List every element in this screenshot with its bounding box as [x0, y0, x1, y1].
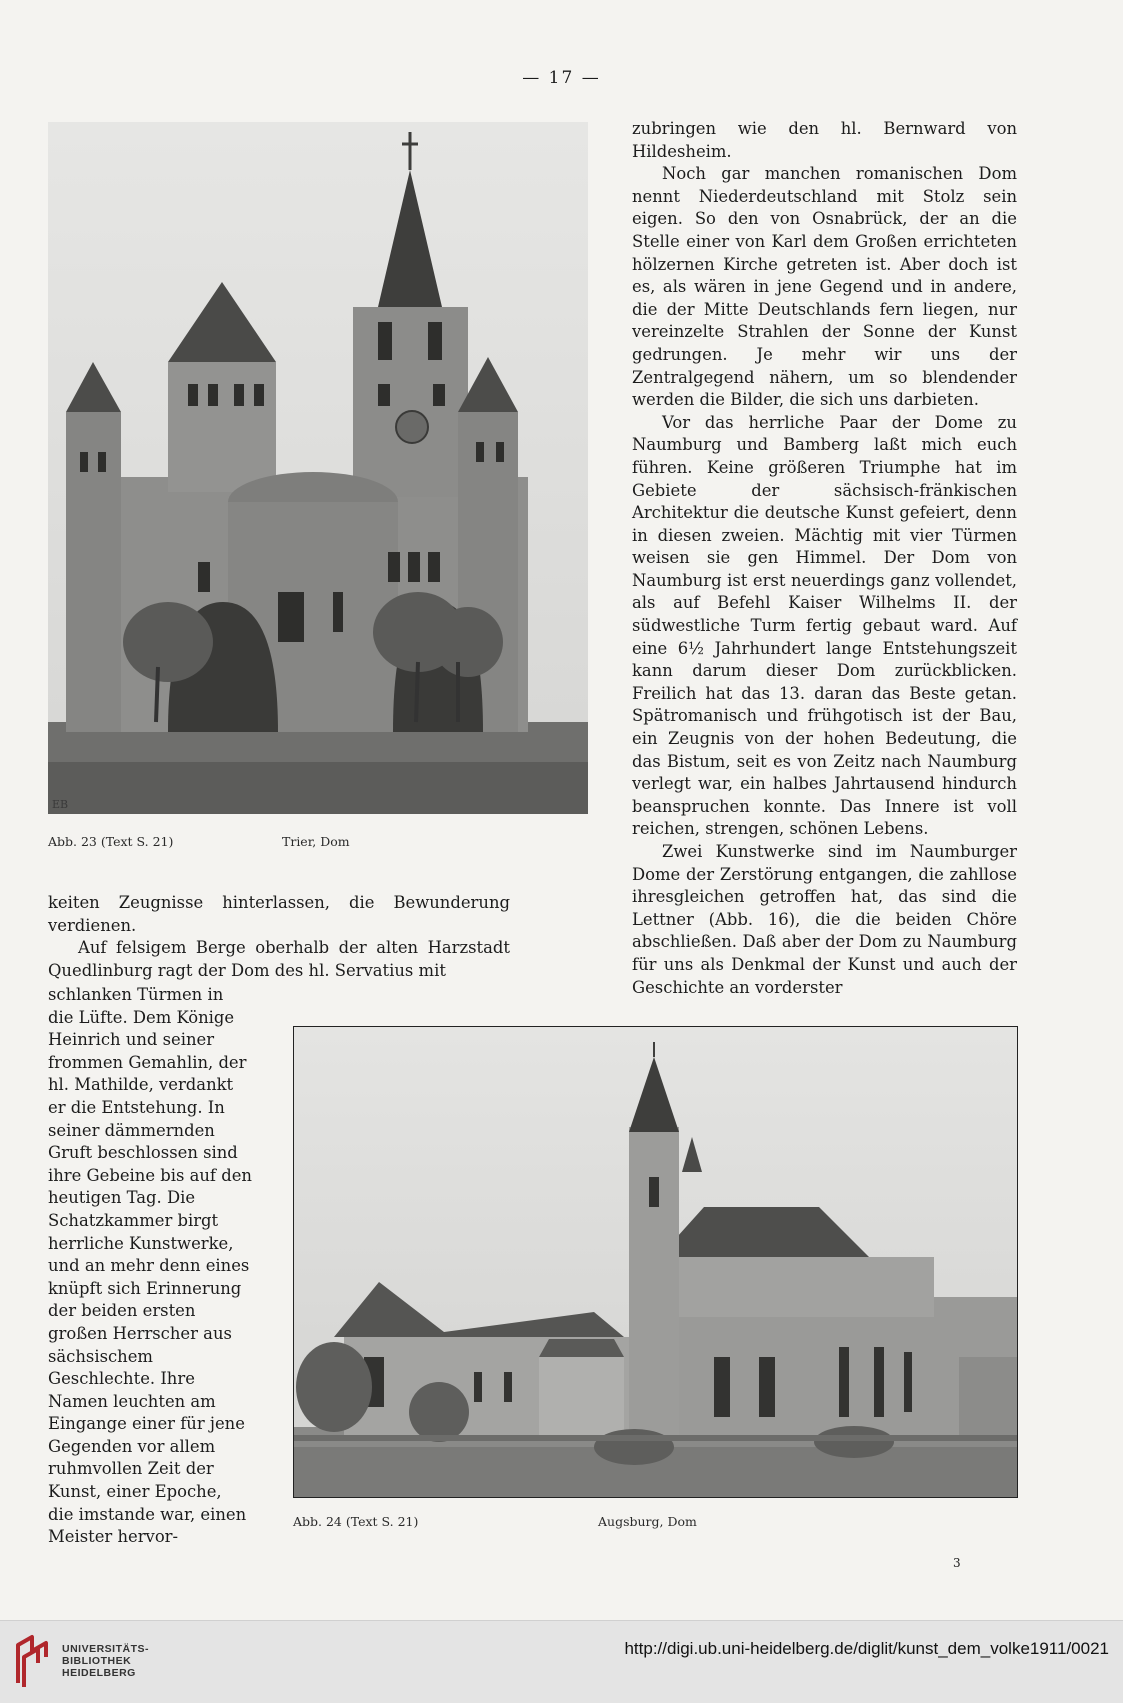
library-name-line: HEIDELBERG: [62, 1667, 136, 1679]
paragraph: Noch gar manchen romanischen Dom nennt Niederdeutschland mit Stolz sein eigen. So den von Osnabrück, der an die Stelle einer von Karl dem Großen errichteten hölzernen Kirche getreten ist. Aber doch ist es, als wären in jene Gegend und in andere, die der Mitte Deutschlands fern liegen, nur vereinzelte Strahlen der Sonne der Kunst gedrungen. Je mehr wir uns der Zentralgegend nähern, um so blendender werden die Bilder, die sich uns darbieten.: [632, 164, 1017, 410]
right-column-text: [632, 118, 1017, 997]
left-column-text: [48, 892, 510, 982]
figure-trier-cathedral: [48, 122, 588, 814]
library-logo-icon: [14, 1631, 54, 1691]
figure-23-title: Trier, Dom: [282, 834, 350, 849]
paragraph: Vor das herrliche Paar der Dome zu Naumburg und Bamberg laßt mich euch führen. Keine größeren Triumphe hat im Gebiete der sächsisch-fränkischen Architektur die deutsche Kunst gefeiert, denn in diesen zweien. Mächtig mit vier Türmen weisen sie gen Himmel. Der Dom von Naumburg ist erst neuerdings ganz vollendet, als auf Befehl Kaiser Wilhelms II. der südwestliche Turm fertig gebaut ward. Auf eine 6½ Jahrhundert lange Entstehungszeit kann darum dieser Dom zurückblicken. Freilich hat das 13. daran das Beste getan. Spätromanisch und frühgotisch ist der Bau, ein Zeugnis von der hohen Bedeutung, die das Bistum, seit es von Zeitz nach Naumburg verlegt war, ein halbes Jahrtausend hindurch beanspruchen konnte. Das Innere ist voll reichen, strengen, schönen Lebens.: [632, 412, 1017, 839]
library-name-line: UNIVERSITÄTS-: [62, 1643, 150, 1655]
paragraph: zubringen wie den hl. Bernward von Hildesheim.: [632, 119, 1017, 161]
library-name-line: BIBLIOTHEK: [62, 1655, 132, 1667]
narrow-column-text: [48, 984, 252, 1547]
paragraph: keiten Zeugnisse hinterlassen, die Bewunderung verdienen.: [48, 893, 510, 935]
figure-augsburg-cathedral: [293, 1026, 1018, 1498]
figure-23-label: Abb. 23 (Text S. 21): [48, 834, 174, 849]
library-name: [62, 1643, 149, 1679]
paragraph: Zwei Kunstwerke sind im Naumburger Dome der Zerstörung entgangen, die zahllose ihresgleichen getroffen hat, das sind die Lettner (Abb. 16), die die beiden Chöre abschließen. Daß aber der Dom zu Naumburg für uns als Denkmal der Kunst und auch der Geschichte an vorderster: [632, 842, 1017, 997]
paragraph: schlanken Türmen in die Lüfte. Dem Könige Heinrich und seiner frommen Gemahlin, der hl. Mathilde, verdankt er die Entstehung. In seiner dämmernden Gruft beschlossen sind ihre Gebeine bis auf den heutigen Tag. Die Schatzkammer birgt herrliche Kunstwerke, und an mehr denn eines knüpft sich Erinnerung der beiden ersten großen Herrscher aus sächsischem Geschlechte. Ihre Namen leuchten am Eingange einer für jene Gegenden vor allem ruhmvollen Zeit der Kunst, einer Epoche, die imstande war, einen Meister hervor-: [48, 985, 252, 1547]
page-number: — 17 —: [522, 68, 601, 88]
figure-24-title: Augsburg, Dom: [598, 1514, 697, 1529]
digitization-footer: [0, 1620, 1123, 1703]
paragraph: Auf felsigem Berge oberhalb der alten Harzstadt Quedlinburg ragt der Dom des hl. Servatius mit: [48, 938, 510, 980]
photo-monogram: EB: [52, 798, 69, 811]
figure-24-label: Abb. 24 (Text S. 21): [293, 1514, 419, 1529]
signature-mark: 3: [953, 1556, 961, 1570]
permalink-url[interactable]: http://digi.ub.uni-heidelberg.de/diglit/kunst_dem_volke1911/0021: [624, 1639, 1109, 1658]
